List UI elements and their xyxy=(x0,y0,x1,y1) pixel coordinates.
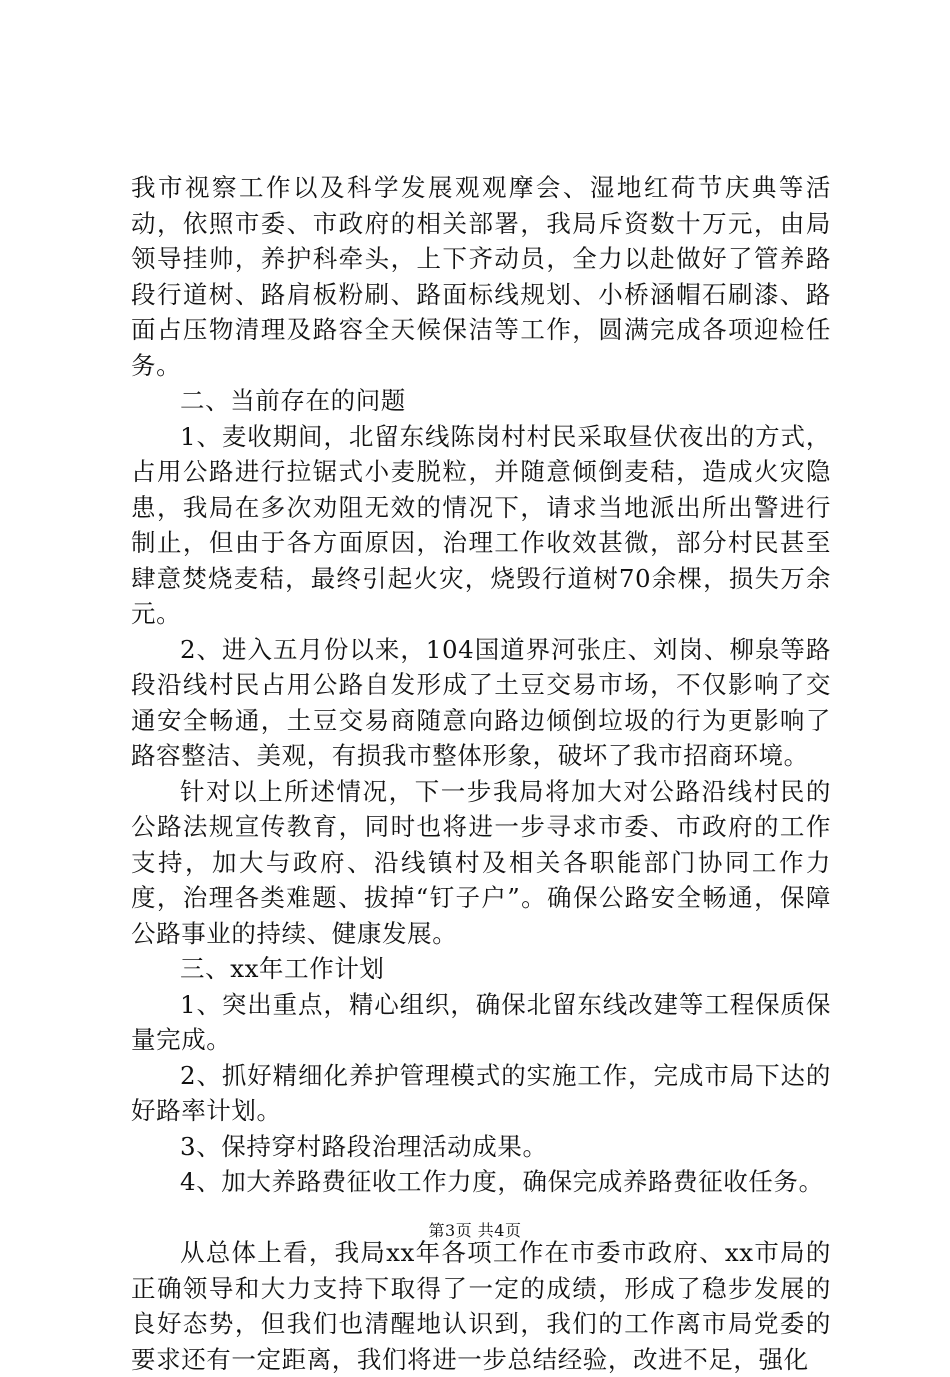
plan-item-2: 2、抓好精细化养护管理模式的实施工作，完成市局下达的好路率计划。 xyxy=(131,1060,831,1125)
paragraph-summary: 从总体上看，我局xx年各项工作在市委市政府、xx市局的正确领导和大力支持下取得了一定的成绩，形成了稳步发展的良好态势，但我们也清醒地认识到，我们的工作离市局党委的要求还有一定距离，我们将进一步总结经验，改进不足，强化 xyxy=(131,1238,831,1374)
paragraph-next-steps: 针对以上所述情况，下一步我局将加大对公路沿线村民的公路法规宣传教育，同时也将进一步寻求市委、市政府的工作支持，加大与政府、沿线镇村及相关各职能部门协同工作力度，治理各类难题、拔掉“钉子户”。确保公路安全畅通，保障公路事业的持续、健康发展。 xyxy=(131,776,831,948)
paragraph-continuation: 我市视察工作以及科学发展观观摩会、湿地红荷节庆典等活动，依照市委、市政府的相关部署，我局斥资数十万元，由局领导挂帅，养护科牵头，上下齐动员，全力以赴做好了管养路段行道树、路肩板粉刷、路面标线规划、小桥涵帽石刷漆、路面占压物清理及路容全天候保洁等工作，圆满完成各项迎检任务。 xyxy=(131,173,831,380)
section-heading-work-plan: 三、xx年工作计划 xyxy=(180,954,385,983)
section-heading-current-problems: 二、当前存在的问题 xyxy=(180,386,406,415)
paragraph-problem-2: 2、进入五月份以来，104国道界河张庄、刘岗、柳泉等路段沿线村民占用公路自发形成了土豆交易市场，不仅影响了交通安全畅通，土豆交易商随意向路边倾倒垃圾的行为更影响了路容整洁、美观，有损我市整体形象，破坏了我市招商环境。 xyxy=(131,634,831,770)
paragraph-problem-1: 1、麦收期间，北留东线陈岗村村民采取昼伏夜出的方式，占用公路进行拉锯式小麦脱粒，并随意倾倒麦秸，造成火灾隐患，我局在多次劝阻无效的情况下，请求当地派出所出警进行制止，但由于各方面原因，治理工作收效甚微，部分村民甚至肆意焚烧麦秸，最终引起火灾，烧毁行道树70余棵，损失万余元。 xyxy=(131,421,831,628)
document-body xyxy=(131,170,831,1377)
plan-item-1: 1、突出重点，精心组织，确保北留东线改建等工程保质保量完成。 xyxy=(131,989,831,1054)
page-footer: 第3页 共4页 xyxy=(428,1221,522,1240)
plan-item-4: 4、加大养路费征收工作力度，确保完成养路费征收任务。 xyxy=(180,1167,824,1196)
plan-item-3: 3、保持穿村路段治理活动成果。 xyxy=(180,1131,548,1161)
